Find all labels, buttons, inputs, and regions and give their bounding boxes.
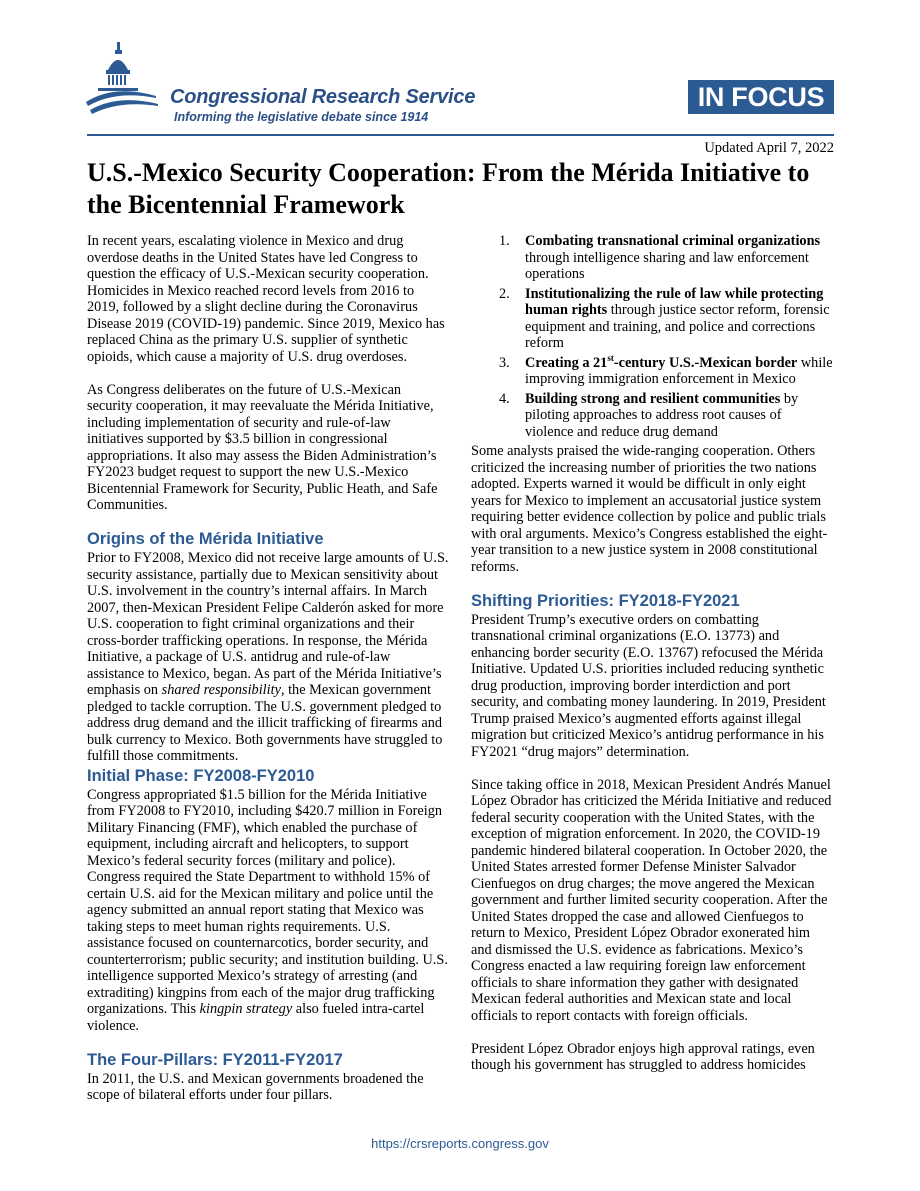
initial-phase-paragraph: Congress appropriated $1.5 billion for the Mérida Initiative from FY2008 to FY2010, including $420.7 million in Foreign Military Financing (FMF), which enabled the purchase of equipment, including aircraft and helicopters, to support Mexico’s federal security forces (military and police). Congress required the State Department to withhold 15% of certain U.S. aid for the Mexican military and police until the agency submitted an annual report stating that Mexico was taking steps to meet human rights requirements. U.S. assistance focused on counternarcotics, border security, and counterterrorism; public security; and institution building. U.S. intelligence supported Mexico’s strategy of arresting (and extraditing) kingpins from each of the major drug trafficking organizations. This kingpin strategy also fueled intra-cartel violence. bbox=[87, 786, 448, 1034]
shifting-paragraph-3: President López Obrador enjoys high approval ratings, even though his government has struggled to address homicides bbox=[471, 1040, 815, 1073]
header-rule bbox=[87, 134, 834, 136]
capitol-dome-icon bbox=[84, 40, 164, 120]
four-pillars-paragraph: In 2011, the U.S. and Mexican governments broadened the scope of bilateral efforts under four pillars. bbox=[87, 1070, 424, 1103]
kingpin-strategy-term: kingpin strategy bbox=[199, 1001, 293, 1017]
shifting-paragraph-1: President Trump’s executive orders on combatting transnational criminal organizations (E.O. 13773) and enhancing border security (E.O. 13767) refocused the Mérida Initiative. Updated U.S. priorities included reducing synthetic drug production, improving border interdiction and port security, and combating money laundering. In 2019, President Trump praised Mexico’s augmented efforts against illegal migration but criticized Mexico’s antidrug performance in his FY2021 “drug majors” determination. bbox=[471, 611, 826, 760]
list-item: 3. Creating a 21st-century U.S.-Mexican border while improving immigration enforcement in Mexico bbox=[499, 352, 833, 387]
shared-responsibility-term: shared responsibility bbox=[161, 682, 281, 698]
list-item: 2. Institutionalizing the rule of law while protecting human rights through justice sector reform, forensic equipment and training, and police and corrections reform bbox=[499, 285, 830, 351]
list-item: 1. Combating transnational criminal organizations through intelligence sharing and law enforcement operations bbox=[499, 233, 821, 282]
left-column bbox=[87, 233, 449, 1104]
heading-shifting-priorities: Shifting Priorities: FY2018-FY2021 bbox=[471, 591, 740, 610]
intro-paragraph-2: As Congress deliberates on the future of U.S.-Mexican security cooperation, it may reevaluate the Mérida Initiative, including implementation of security and rule-of-law initiatives supported by $3.5 billion in congressional appropriations. It also may assess the Biden Administration’s FY2023 budget request to support the new U.S.-Mexico Bicentennial Framework for Security, Public Heath, and Safe Communities. bbox=[87, 381, 438, 513]
list-item: 4. Building strong and resilient communities by piloting approaches to address root causes of violence and reduce drug demand bbox=[499, 390, 799, 440]
org-name: Congressional Research Service bbox=[170, 86, 476, 108]
shifting-paragraph-2: Since taking office in 2018, Mexican President Andrés Manuel López Obrador has criticized the Mérida Initiative and reduced federal security cooperation with the United States, with the exception of migration enforcement. In 2020, the COVID-19 pandemic hindered bilateral cooperation. In October 2020, the United States arrested former Defense Minister Salvador Cienfuegos on drug charges; the move angered the Mexican government and further limited security cooperation. After the United States dropped the case and allowed Cienfuegos to return to Mexico, President López Obrador exonerated him and dismissed the U.S. evidence as fabrications. Mexico’s Congress enacted a law requiring foreign law enforcement officials to share information they gather with designated Mexican federal authorities and Mexican state and local officials to report contacts with foreign officials. bbox=[471, 776, 832, 1024]
pillars-list bbox=[471, 233, 833, 440]
right-column bbox=[471, 233, 833, 1074]
analysts-paragraph: Some analysts praised the wide-ranging cooperation. Others criticized the increasing number of priorities the two nations adopted. Experts warned it would be difficult in only eight years for Mexico to implement an accusatorial justice system requiring better evidence collection by police and public trials with oral arguments. Mexico’s Congress established the eight-year transition to a new justice system in 2008 constitutional reforms. bbox=[471, 443, 828, 575]
updated-date: Updated April 7, 2022 bbox=[704, 140, 834, 156]
origins-paragraph: Prior to FY2008, Mexico did not receive large amounts of U.S. security assistance, partially due to Mexican sensitivity about U.S. involvement in the country’s internal affairs. In March 2007, then-Mexican President Felipe Calderón asked for more U.S. cooperation to fight criminal organizations and their cross-border trafficking operations. In response, the Mérida Initiative, a package of U.S. antidrug and rule-of-law assistance to Mexico, began. As part of the Mérida Initiative’s emphasis on shared responsibility, the Mexican government pledged to tackle corruption. The U.S. government pledged to address drug demand and the illicit trafficking of firearms and bulk currency to Mexico. Both governments have struggled to fulfill those commitments. bbox=[87, 550, 449, 764]
heading-initial-phase: Initial Phase: FY2008-FY2010 bbox=[87, 766, 315, 785]
in-focus-badge: IN FOCUS bbox=[688, 80, 834, 114]
page-title: U.S.-Mexico Security Cooperation: From the Mérida Initiative to the Bicentennial Framework bbox=[87, 158, 810, 219]
heading-four-pillars: The Four-Pillars: FY2011-FY2017 bbox=[87, 1050, 343, 1069]
intro-paragraph-1: In recent years, escalating violence in Mexico and drug overdose deaths in the United States have led Congress to question the efficacy of U.S.-Mexican security cooperation. Homicides in Mexico reached record levels from 2016 to 2019, followed by a slight decline during the Coronavirus Disease 2019 (COVID-19) pandemic. Since 2019, Mexico has replaced China as the primary U.S. supplier of synthetic opioids, which cause a majority of U.S. drug overdoses. bbox=[87, 233, 445, 365]
org-tagline: Informing the legislative debate since 1914 bbox=[174, 110, 429, 124]
footer-url[interactable]: https://crsreports.congress.gov bbox=[371, 1136, 549, 1151]
heading-origins: Origins of the Mérida Initiative bbox=[87, 530, 324, 548]
page-header bbox=[0, 0, 920, 140]
